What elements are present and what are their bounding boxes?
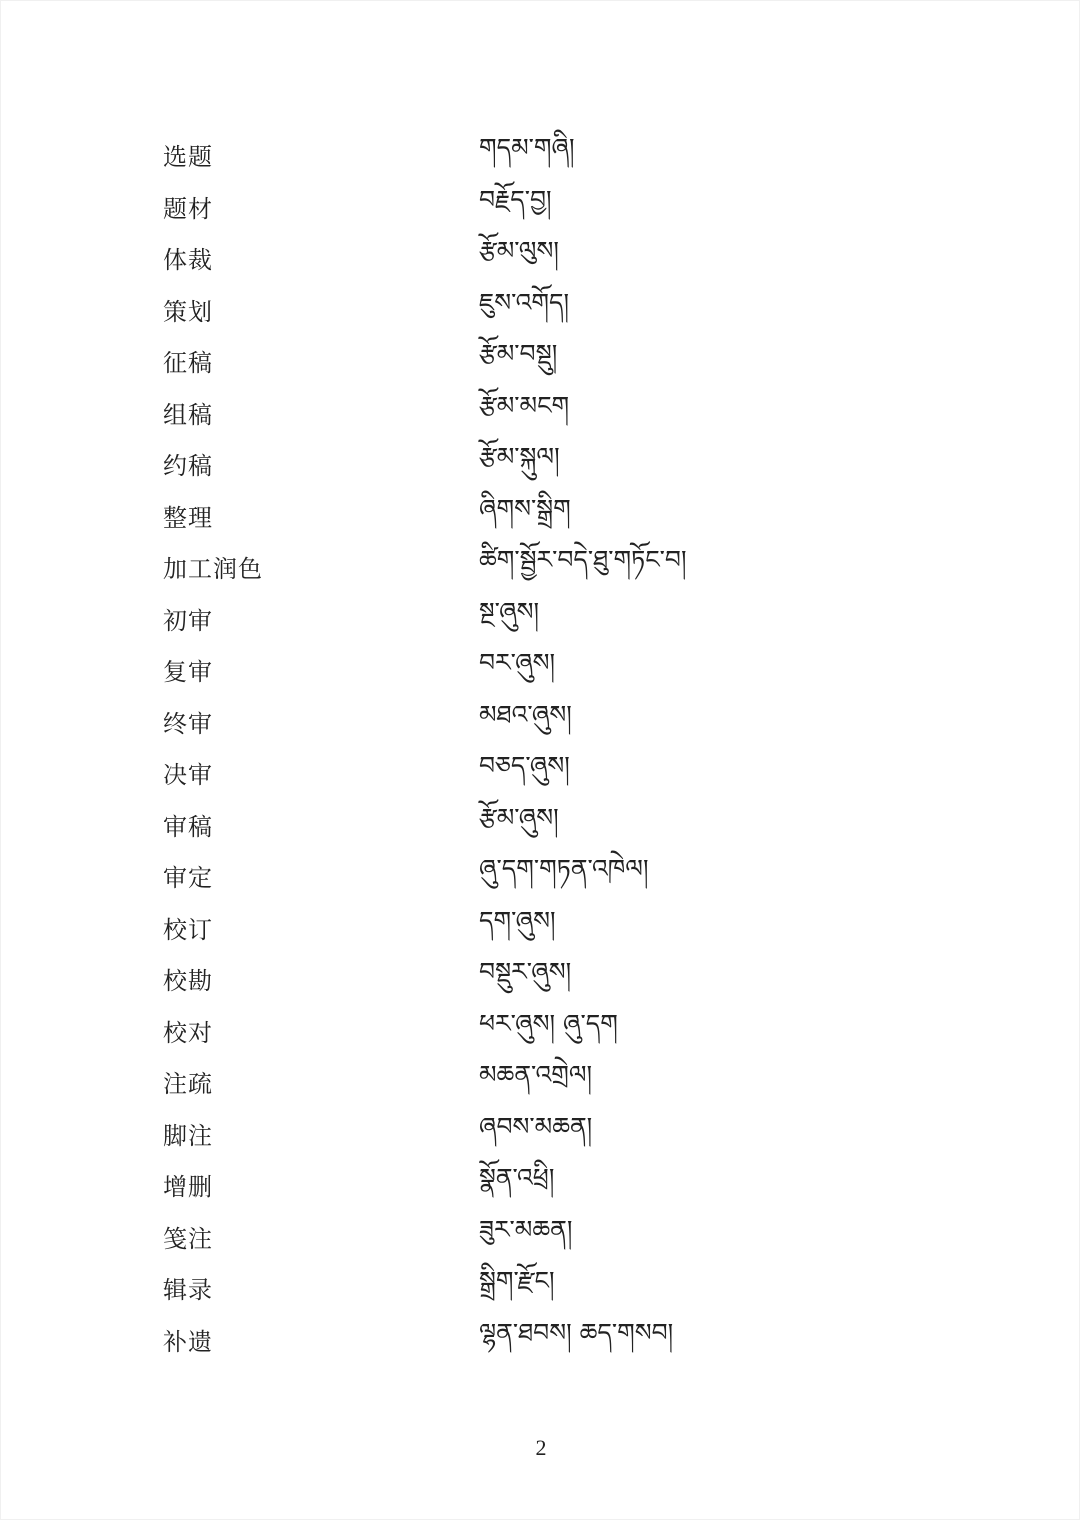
chinese-term: 决审 bbox=[163, 761, 213, 790]
tibetan-term: བར་ཞུས། bbox=[479, 648, 556, 678]
tibetan-term: རྩོམ་ཞུས། bbox=[479, 802, 559, 832]
chinese-term: 终审 bbox=[163, 709, 213, 738]
chinese-term: 脚注 bbox=[163, 1121, 213, 1150]
chinese-term: 初审 bbox=[163, 606, 213, 635]
chinese-term: 加工润色 bbox=[163, 555, 263, 584]
tibetan-term: སྣོན་འཕྲི། bbox=[479, 1163, 555, 1193]
tibetan-term: སྒྲིག་རྫོང། bbox=[479, 1266, 555, 1296]
page-number: 2 bbox=[535, 1435, 547, 1460]
chinese-term: 体裁 bbox=[163, 246, 213, 275]
chinese-term: 校对 bbox=[163, 1018, 213, 1047]
chinese-term: 组稿 bbox=[163, 400, 213, 429]
chinese-term: 策划 bbox=[163, 297, 213, 326]
chinese-term: 辑录 bbox=[163, 1276, 213, 1305]
chinese-term: 注疏 bbox=[163, 1070, 213, 1099]
tibetan-term: མཐའ་ཞུས། bbox=[479, 699, 572, 729]
tibetan-term: ཕར་ཞུས། ཞུ་དག bbox=[479, 1008, 618, 1038]
chinese-term: 增删 bbox=[163, 1173, 213, 1202]
glossary-list bbox=[163, 129, 923, 1365]
tibetan-term: སྔ་ཞུས། bbox=[479, 596, 540, 626]
chinese-term: 约稿 bbox=[163, 452, 213, 481]
glossary-row bbox=[163, 1314, 923, 1366]
tibetan-term: ཇུས་འགོད། bbox=[479, 287, 570, 317]
chinese-term: 整理 bbox=[163, 503, 213, 532]
tibetan-term: ཞབས་མཆན། bbox=[479, 1111, 593, 1141]
tibetan-term: ཚིག་སྦྱོར་བདེ་ཐུ་གཏོང་བ། bbox=[479, 545, 687, 575]
tibetan-term: རྩོམ་མངག bbox=[479, 390, 570, 420]
tibetan-term: ཞིགས་སྒྲིག bbox=[479, 493, 571, 523]
chinese-term: 笺注 bbox=[163, 1224, 213, 1253]
chinese-term: 题材 bbox=[163, 194, 213, 223]
tibetan-term: རྩོམ་ལུས། bbox=[479, 236, 559, 266]
chinese-term: 校订 bbox=[163, 915, 213, 944]
tibetan-term: མཆན་འགྲེལ། bbox=[479, 1060, 593, 1090]
chinese-term: 校勘 bbox=[163, 967, 213, 996]
chinese-term: 选题 bbox=[163, 143, 213, 172]
tibetan-term: ཞུ་དག་གཏན་འཁེལ། bbox=[479, 854, 649, 884]
chinese-term: 补遗 bbox=[163, 1327, 213, 1356]
chinese-term: 复审 bbox=[163, 658, 213, 687]
tibetan-term: བརྗོད་བྱ། bbox=[479, 184, 552, 214]
glossary-row bbox=[163, 541, 923, 593]
tibetan-term: གདམ་གཞི། bbox=[479, 133, 575, 163]
chinese-term: 审定 bbox=[163, 864, 213, 893]
tibetan-term: རྩོམ་བསྡུ། bbox=[479, 339, 558, 369]
chinese-term: 审稿 bbox=[163, 812, 213, 841]
tibetan-term: ལྷན་ཐབས། ཆད་གསབ། bbox=[479, 1317, 674, 1347]
tibetan-term: རྩོམ་སྐུལ། bbox=[479, 442, 560, 472]
tibetan-term: ཟུར་མཆན། bbox=[479, 1214, 573, 1244]
chinese-term: 征稿 bbox=[163, 349, 213, 378]
tibetan-term: བཅད་ཞུས། bbox=[479, 751, 570, 781]
tibetan-term: དག་ཞུས། bbox=[479, 905, 556, 935]
tibetan-term: བསྡུར་ཞུས། bbox=[479, 957, 572, 987]
